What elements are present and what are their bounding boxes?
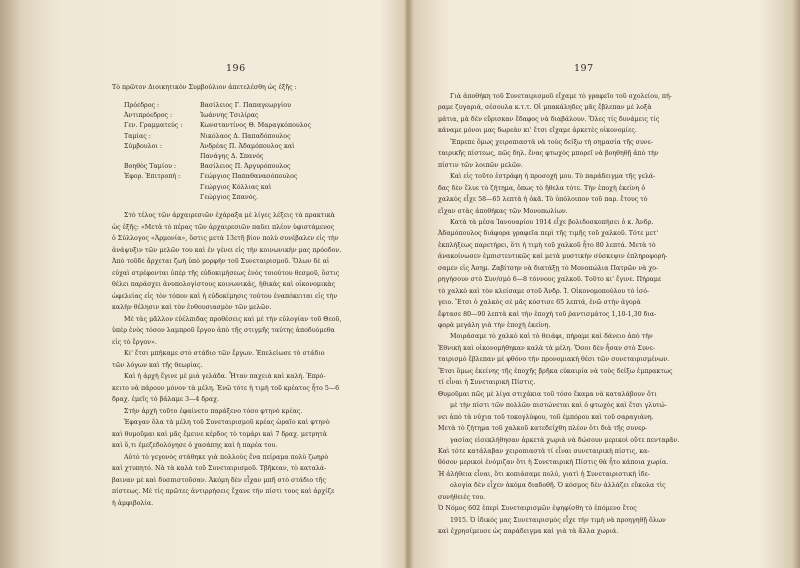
body-text-line: Κατὰ τὰ μέσα Ἰανουαρίου 1914 εἶχε βολιδοσκοπήσει ὁ κ. Ἀνδρ. bbox=[450, 218, 654, 226]
board-member-name: Ἀνδρέας Π. Ἀδαμόπουλος καὶ bbox=[200, 142, 295, 150]
board-member-name: Γεώργιος Σπανός. bbox=[200, 193, 259, 201]
body-text-line: μάτια, μὰ δὲν εὕρισκαν ἔδαφος νὰ διαβάλουν. Ὅλες τίς δυνάμεις τίς bbox=[438, 115, 660, 123]
body-text-line: Ἔπρεπε ὅμως χειροπιαστὰ νὰ τοὺς δείξω τὴ σημασία τῆς συνε- bbox=[450, 138, 653, 146]
body-text-line: Αὐτὸ τὸ γεγονὸς στάθηκε γιὰ πολλοὺς ἕνα πείραμα πολὺ ζωηρὸ bbox=[124, 453, 329, 461]
body-text-line: Μοιράσαμε τὸ χαλκὸ καὶ τὸ θειάφι, πήραμε καὶ δάνειο ἀπὸ τὴν bbox=[450, 333, 653, 341]
body-text-line: κάναμε μόνοι μας δωρεὰν κι' ἔτσι εἴχαμε ἀρκετὲς οἰκονομίες. bbox=[438, 127, 637, 135]
board-role: Ταμίας : bbox=[124, 132, 151, 140]
body-text-line: θόσον μερικοὶ ἐνόμιζαν ὅτι ἡ Συνεταιρικὴ Πίστις θὰ ἦτο κάποια χωρία. bbox=[438, 459, 669, 467]
body-text-line: δας δὲν ἔλυε τὸ ζήτημα, ὅπως τὸ ἤθελα τότε. Τὴν ἐποχὴ ἐκείνη ὁ bbox=[438, 184, 646, 192]
body-text-line: καὶ ἐχρησίμευσε ὡς παράδειγμα καὶ γιὰ τὰ ἄλλα χωριά. bbox=[438, 528, 619, 536]
page-number: 196 bbox=[226, 63, 246, 74]
body-text-line: καὶ ὅ,τι ἐμεζεδολόγησε ὁ χασάπης καὶ ἡ παρέα του. bbox=[112, 442, 278, 449]
board-role: Βοηθὸς Ταμίου : bbox=[124, 163, 177, 171]
board-role: Ἀντιπρόεδρος : bbox=[124, 112, 173, 120]
body-text-line: ἐκπλήξεως παρετήρει, ὅτι ἡ τιμὴ τοῦ χαλκοῦ ἦτο 80 λεπτά. Μετὰ τὸ bbox=[438, 241, 656, 249]
body-text-line: Μετὰ τὸ ζήτημα τοῦ χαλκοῦ κατεδείχθη πλέον ὅτι διὰ τῆς συνερ- bbox=[438, 425, 648, 433]
body-text-line: Καὶ τότε κατάλαβαν χειροπιαστὰ τί εἶναι συνεταιρικὴ πίστις, κα- bbox=[438, 447, 650, 455]
body-text-line: συνήθειές του. bbox=[438, 493, 486, 501]
body-text-line: σαμεν εἰς Ἀσημ. Ζαβίτσην νὰ διατάξῃ τὸ Μονοπώλια Πατρῶν νὰ χο- bbox=[438, 264, 659, 272]
body-text-line: 1915. Ὁ ἰδικός μας Συνεταιρισμὸς εἶχε τὴν τιμὴ νὰ προηγηθῇ ὅλων bbox=[450, 516, 666, 524]
body-text-line: Θυμοῦμαι πῶς μὲ λίγα στιχάκια τοῦ τόσο ἔκαμα νὰ καταλάβουν ὅτι bbox=[438, 390, 657, 398]
body-text-line: τί εἶναι ἡ Συνεταιρικὴ Πίστις. bbox=[438, 379, 536, 387]
body-text-line: χαλκὸς εἶχε 58—65 λεπτὰ ἡ ὀκᾶ. Τὸ ὑπόλοιπον τοῦ παρ. ἔτους τὸ bbox=[438, 196, 648, 204]
board-member-name: Πανάγης Δ. Σπανός bbox=[200, 153, 264, 160]
body-text-line: Ἡ ἀλήθεια εἶναι, ὅτι κοπιάσαμε πολύ, γιατὶ ἡ Συνεταιριστικὴ ἰδε- bbox=[438, 470, 650, 478]
body-text-line: ταιρισμὸ ἔβλεπαν μὲ φθόνο τὴν προνομιακὴ θέσι τῶν συνεταιρισμένων. bbox=[438, 356, 670, 364]
body-text-line: καλὴν θέλησιν καὶ τὸν ἐνθουσιασμὸν τῶν μελῶν. bbox=[112, 304, 272, 311]
body-text-line: ρηγήσουν στὸ Συν/σμὸ 6—8 τόννους χαλκοῦ. Τοῦτο κι' ἔγινε. Πήραμε bbox=[438, 276, 662, 284]
body-text-line: ταιρικῆς πίστεως, πῶς δηλ. ἕνας φτωχὸς μπορεῖ νὰ βοηθηθῇ ἀπὸ τὴν bbox=[438, 150, 659, 158]
body-text-line: ὑπὲρ ἑνὸς τόσον λαμπροῦ ἔργου ἀπὸ τῆς στιγμῆς ταύτης ἀποδυόμεθα bbox=[112, 327, 335, 334]
body-text-line: κειτο νὰ πάρουν μόνον τὰ μέλη. Ἐνῶ τότε ἡ τιμὴ τοῦ κρέατος ἦτο 5—6 bbox=[112, 384, 340, 392]
body-text-line: ὠφελείας εἰς τὸν τόπον καὶ ἡ εὐδοκίμησις τούτου ἐναπόκειται εἰς τὴν bbox=[112, 292, 338, 300]
board-role: Σύμβουλοι : bbox=[124, 142, 163, 150]
body-text-line: ὡς ἑξῆς: «Μετὰ τὸ πέρας τῶν ἀρχαιρεσιῶν παῦει πλέον ὑφιστάμενος bbox=[112, 223, 335, 231]
body-text-line: Καὶ ἡ ἀρχὴ ἔγινε μὲ μιὰ γελάδα. Ἦταν παχειὰ καὶ καλή. Ἐπρό- bbox=[124, 373, 326, 380]
body-text-line: Στὸ τέλος τῶν ἀρχαιρεσιῶν ἐχάραξα μὲ λίγες λέξεις τὰ πρακτικὰ bbox=[124, 212, 335, 219]
body-text-line: εἴχαν στὰς ἀποθήκας τῶν Μονοπωλίων. bbox=[438, 207, 568, 215]
body-text-line: δραχ. ἐμεῖς τὸ βάλαμε 3—4 δραχ. bbox=[112, 396, 219, 403]
board-member-name: Ἰωάννης Τσιλίρας bbox=[200, 112, 259, 120]
body-text-line: καὶ χτυπητό. Νὰ τὰ καλὰ τοῦ Συνεταιρισμοῦ. Τβῆκεαν, τὸ καταλά- bbox=[112, 465, 327, 472]
body-text-line: Γιὰ ἀποθήκη τοῦ Συνεταιρισμοῦ εἴχαμε τὸ γραφεῖο τοῦ σχολείου, πή- bbox=[450, 93, 672, 100]
body-text-line: πίστεως. Μὲ τὶς πρῶτες ἀντιρρήσεις ἔχανε τὴν πίστι τους καὶ ἀρχίζε bbox=[112, 488, 335, 495]
body-text-line: ολογία δὲν εἶχεν ἀκόμα διαδοθῆ. Ὁ κόσμος δὲν ἀλλάζει εὔκολα τὶς bbox=[450, 482, 666, 490]
body-text-line: πίστιν τῶν λοιπῶν μελῶν. bbox=[438, 161, 523, 169]
body-text-line: θέλει παράσχει ἀνυπολογίστους κοινωνικάς, ἠθικὰς καὶ οἰκονομικὰς bbox=[112, 281, 336, 288]
body-text-line: γειο. Ἔτσι ὁ χαλκὸς σὲ μᾶς κόστισε 65 λεπτά, ἐνῶ στὴν ἀγορὰ bbox=[438, 299, 641, 307]
body-text-line: μὲ τὴν πίστι τῶν πολλῶν πιστώνεται καὶ ὁ φτωχὸς καὶ ἔτσι γλυτώ- bbox=[450, 402, 667, 410]
body-text-line: Ἔτσι ὅμως ἐκείνης τῆς ἐποχῆς βρῆκα εὐκαιρία νὰ τοὺς δείξω ἐμπρακτως bbox=[438, 367, 673, 375]
body-text-line: εὐχαὶ στρέφονται ὑπὲρ τῆς εὐδοκιμήσεως ἑνὸς τοιούτου θεσμοῦ, ὅστις bbox=[112, 269, 340, 277]
body-text-line: Μὲ τὰς μᾶλλον εὐέλπιδας προθέσεις καὶ μὲ τὴν εὐλογίαν τοῦ Θεοῦ, bbox=[124, 315, 342, 323]
board-role: Γεν. Γραμματεύς : bbox=[124, 122, 183, 130]
body-text-line: ὁ Σύλλογος «Ἀρμονία», ὅστις μετὰ 13ετῆ βίον πολὺ συνέβαλεν εἰς τὴν bbox=[112, 235, 339, 242]
body-text-line: ἔφτασε 80—90 λεπτὰ καὶ τὴν ἐποχὴ τοῦ ῥαντισμάτος 1,10-1,30 δια- bbox=[438, 310, 657, 318]
body-text-line: Καὶ εἰς τοῦτο ἐστράφη ἡ προσοχή μου. Τὸ παράδειγμα τῆς γελά- bbox=[450, 173, 656, 181]
board-member-name: Βασίλειος Γ. Παπαγεωργίου bbox=[200, 102, 291, 109]
board-member-name: Νικόλαος Δ. Παπαδόπουλος bbox=[200, 132, 291, 140]
body-text-line: ραμε ζυγαριά, σέσουλα κ.τ.τ. Οἱ μπακάληδες μᾶς ἔβλεπαν μὲ λοξὰ bbox=[438, 104, 652, 112]
body-text-line: ἀνάψυξιν τῶν μελῶν του καὶ ἐν γένει εἰς τὴν κοινωνικὴν μας πρόοδον. bbox=[112, 246, 342, 254]
board-member-name: Γεώργιος Παπαθανασόπουλος bbox=[200, 173, 298, 181]
body-text-line: ἡ ἀμφιβολία. bbox=[112, 499, 154, 507]
page-number: 197 bbox=[574, 63, 594, 74]
body-text-line: Κι' ἔτσι μπήκαμε στὸ στάδιο τῶν ἔργων. Ἐπελείωσε τὸ στάδιο bbox=[124, 350, 325, 357]
body-text-line: Ἀπὸ τοῦδε ἄρχεται ζωὴ ὑπὸ μορφὴν τοῦ Συνεταιρισμοῦ. Ὅλων δὲ αἱ bbox=[112, 258, 330, 265]
body-text-line: ἀνακοίνωσεν ἐμπιστευτικῶς καὶ μετὰ μυστικὴν σύσκεψιν ἐπληροφορή- bbox=[438, 253, 668, 261]
board-member-name: Βασίλειος Π. Ἀργυρόπουλος bbox=[200, 163, 291, 171]
board-member-name: Γεώργιος Κόλλιας καὶ bbox=[200, 183, 272, 191]
body-text-line: τῶν λόγων καὶ τῆς θεωρίας. bbox=[112, 361, 203, 369]
left-page bbox=[96, 0, 382, 568]
body-text-line: τὸ χαλκὸ καὶ τὸν κλείσαμε στοῦ Ἀνδρ. Ἰ. Οἰκονομοπούλου τὸ ἰσό- bbox=[438, 287, 650, 295]
body-text-line: Ἐθνικὴ καὶ οἰκονομήθηκαν καλὰ τὰ μέλη. Ὅσοι δὲν ἦσαν στὸ Συνε- bbox=[438, 344, 656, 352]
body-text-line: Ὁ Νόμος 602 ἐπερὶ Συνεταιρισμῶν ἐψηφίσθη τὸ ἑπόμενο ἔτος bbox=[438, 505, 637, 513]
body-text-line: Στὴν ἀρχὴ τοῦτο ἐφαίνετο παράξενο τόσο φτηνὸ κρέας. bbox=[124, 407, 303, 415]
board-member-name: Κωνσταντίνος Θ. Μαραγκόπουλος bbox=[200, 122, 312, 130]
body-text-line: εἰς τὸ ἔργον». bbox=[112, 338, 157, 346]
body-text-line: Ἐφαγαν ὅλα τὰ μέλη τοῦ Συνεταιρισμοῦ κρέας ὡραῖο καὶ φτηνὸ bbox=[124, 419, 330, 426]
body-text-line: βαιναν μὲ καὶ δυσπιστοῦσαν. Ἀκόμη δὲν εἶχαν μπῆ στὸ στάδιο τῆς bbox=[112, 476, 326, 484]
body-text-line: Ἀδαμόπουλος διάφορα γραφεῖα περὶ τῆς τιμῆς τοῦ χαλκοῦ. Τότε μετ' bbox=[438, 230, 659, 238]
board-role: Ἐφορ. Ἐπιτροπή : bbox=[124, 173, 181, 181]
body-text-line: φορὰ μεγάλη γιὰ τὴν ἐποχὴ ἐκείνη. bbox=[438, 322, 551, 329]
body-text-line: νει ἀπὸ τὰ νύχια τοῦ τοκογλύφου, τοῦ ἐμπόρου καὶ τοῦ σαραγιάνη. bbox=[438, 413, 654, 421]
body-text-line: γασίας εἰσεκλήθησαν ἀρκετὰ χωριὰ νὰ δώσουν μερικοὶ οὔτε πενταρᾶν. bbox=[450, 436, 680, 444]
board-role: Πρόεδρος : bbox=[124, 102, 160, 109]
body-text-line: καὶ θυμοῦμαι καὶ μᾶς ἔμεινε κέρδος τὸ τομάρι καὶ 7 δραχ. μετρητὰ bbox=[112, 430, 327, 438]
right-page bbox=[438, 0, 738, 568]
intro-text: Τὸ πρῶτον Διοικητικὸν Συμβούλιον ἀπετελέσθη ὡς ἑξῆς : bbox=[112, 84, 297, 91]
